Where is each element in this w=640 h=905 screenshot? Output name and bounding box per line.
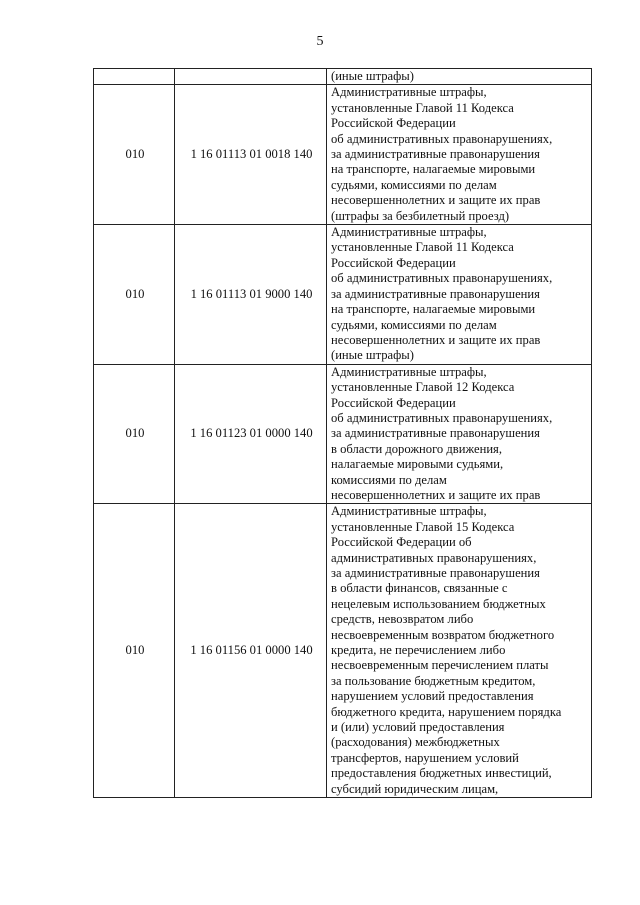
- description-line: Административные штрафы,: [331, 504, 487, 519]
- description-line: Российской Федерации: [331, 395, 456, 410]
- description-line: нарушением условий предоставления: [331, 689, 534, 704]
- kbk-code-cell: [175, 69, 327, 85]
- description-line: за административные правонарушения: [331, 286, 540, 301]
- admin-code-cell: [94, 69, 175, 85]
- description-line: об административных правонарушениях,: [331, 410, 553, 425]
- description-line: в области дорожного движения,: [331, 441, 502, 456]
- description-line: (штрафы за безбилетный проезд): [331, 208, 510, 223]
- description-line: несвоевременным возвратом бюджетного: [331, 627, 555, 642]
- description-line: на транспорте, налагаемые мировыми: [331, 302, 536, 317]
- description-line: Российской Федерации: [331, 255, 456, 270]
- kbk-code-cell: 1 16 01156 01 0000 140: [175, 504, 327, 798]
- description-line: несвоевременным перечислением платы: [331, 658, 549, 673]
- description-line: об административных правонарушениях,: [331, 131, 553, 146]
- table-row: [94, 504, 592, 798]
- description-line: Административные штрафы,: [331, 364, 487, 379]
- admin-code-cell: 010: [94, 85, 175, 225]
- description-cell: [327, 364, 592, 504]
- description-cell: [327, 504, 592, 798]
- description-line: в области финансов, связанные с: [331, 581, 508, 596]
- kbk-code-cell: 1 16 01123 01 0000 140: [175, 364, 327, 504]
- description-line: судьями, комиссиями по делам: [331, 177, 497, 192]
- description-line: за административные правонарушения: [331, 566, 540, 580]
- description-line: и (или) условий предоставления: [331, 720, 505, 735]
- admin-code-cell: 010: [94, 364, 175, 504]
- description-line: предоставления бюджетных инвестиций,: [331, 766, 552, 781]
- description-line: субсидий юридическим лицам,: [331, 781, 499, 796]
- description-line: установленные Главой 11 Кодекса: [331, 100, 514, 115]
- description-line: Российской Федерации: [331, 116, 456, 131]
- description-line: Административные штрафы,: [331, 225, 487, 240]
- description-cell: [327, 85, 592, 225]
- description-line: налагаемые мировыми судьями,: [331, 457, 504, 472]
- admin-code-cell: 010: [94, 225, 175, 365]
- table-row: [94, 69, 592, 85]
- description-line: Административные штрафы,: [331, 85, 487, 100]
- table-row: [94, 225, 592, 365]
- description-line: установленные Главой 11 Кодекса: [331, 240, 514, 255]
- description-line: несовершеннолетних и защите их прав: [331, 487, 541, 502]
- description-line: трансфертов, нарушением условий: [331, 750, 519, 765]
- description-line: (иные штрафы): [331, 348, 414, 363]
- kbk-code-cell: 1 16 01113 01 0018 140: [175, 85, 327, 225]
- description-line: (иные штрафы): [331, 69, 414, 83]
- description-line: несовершеннолетних и защите их прав: [331, 332, 541, 347]
- description-line: за административные правонарушения: [331, 426, 540, 441]
- description-line: установленные Главой 12 Кодекса: [331, 380, 515, 395]
- description-line: комиссиями по делам: [331, 472, 447, 487]
- description-line: об административных правонарушениях,: [331, 271, 553, 286]
- description-line: (расходования) межбюджетных: [331, 735, 500, 750]
- page-number: 5: [316, 34, 324, 49]
- description-line: кредита, не перечислением либо: [331, 643, 506, 658]
- description-line: несовершеннолетних и защите их прав: [331, 193, 541, 208]
- description-line: на транспорте, налагаемые мировыми: [331, 162, 536, 177]
- description-line: административных правонарушениях,: [331, 550, 537, 565]
- kbk-code-cell: 1 16 01113 01 9000 140: [175, 225, 327, 365]
- description-cell: [327, 225, 592, 365]
- description-line: установленные Главой 15 Кодекса: [331, 519, 515, 534]
- budget-code-table: [93, 68, 592, 798]
- description-line: за пользование бюджетным кредитом,: [331, 673, 536, 688]
- description-line: за административные правонарушения: [331, 147, 540, 162]
- description-line: средств, невозвратом либо: [331, 612, 474, 627]
- description-line: судьями, комиссиями по делам: [331, 317, 497, 332]
- description-line: Российской Федерации об: [331, 535, 472, 550]
- description-line: нецелевым использованием бюджетных: [331, 596, 546, 611]
- table-row: [94, 364, 592, 504]
- table-row: [94, 85, 592, 225]
- description-cell: [327, 69, 592, 85]
- description-line: бюджетного кредита, нарушением порядка: [331, 704, 562, 719]
- admin-code-cell: 010: [94, 504, 175, 798]
